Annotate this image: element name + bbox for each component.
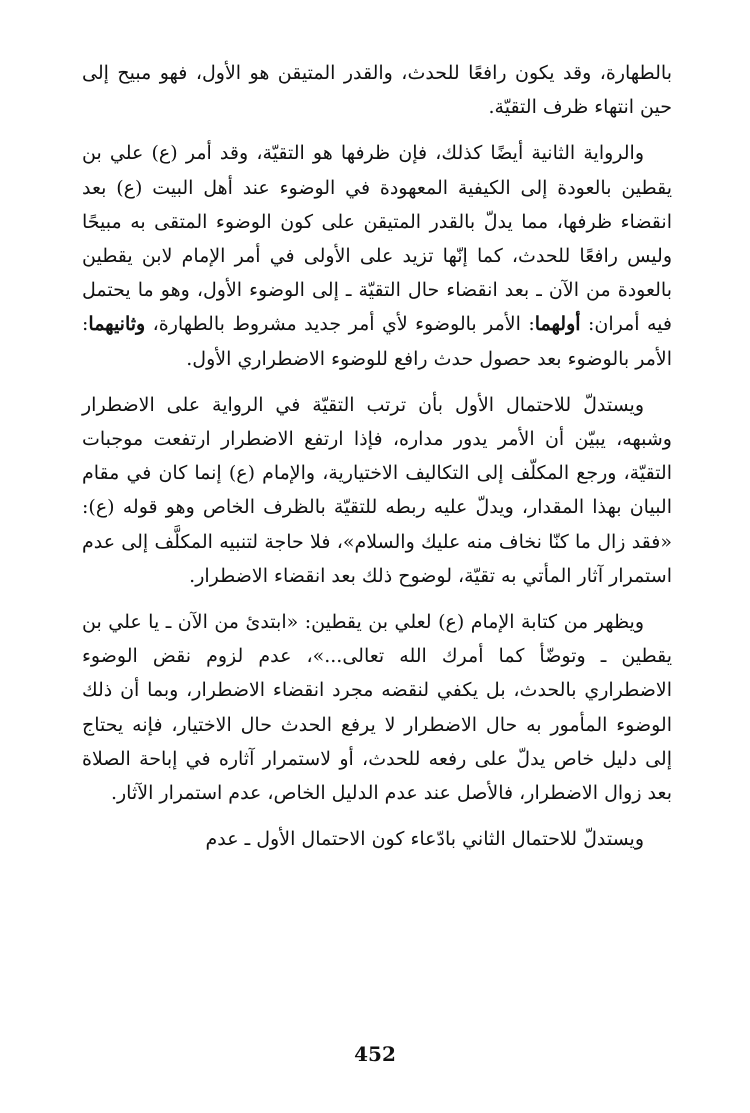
- paragraph-2-bold-second: وثانيهما: [88, 313, 146, 336]
- paragraph-2-text-b: : الأمر بالوضوء لأي أمر جديد مشروط بالطهارة،: [145, 313, 535, 336]
- paragraph-4: ويظهر من كتابة الإمام (ع) لعلي بن يقطين: «ابتدئ من الآن ـ يا علي بن يقطين ـ وتوضّأ كما أمرك الله تعالى...»، عدم لزوم نقض الوضوء الاضطراري بالحدث، بل يكفي لنقضه مجرد انقضاء الاضطرار، وبما أن ذلك الوضوء المأمور به حال الاضطرار لا يرفع الحدث حال الاختيار، فإنه يحتاج إلى دليل خاص يدلّ على رفعه للحدث، أو لاستمرار آثاره في إباحة الصلاة بعد زوال الاضطرار، فالأصل عند عدم الدليل الخاص، عدم استمرار الآثار.: [82, 611, 672, 805]
- document-page: [82, 56, 672, 856]
- page-number: 452: [354, 1042, 396, 1066]
- paragraph-1: بالطهارة، وقد يكون رافعًا للحدث، والقدر المتيقن هو الأول، فهو مبيح إلى حين انتهاء ظرف التقيّة.: [82, 62, 672, 119]
- paragraph-3: ويستدلّ للاحتمال الأول بأن ترتب التقيّة في الرواية على الاضطرار وشبهه، يبيّن أن الأمر يدور مداره، فإذا ارتفع الاضطرار ارتفعت موجبات التقيّة، ورجع المكلّف إلى التكاليف الاختيارية، والإمام (ع) إنما كان في مقام البيان بهذا المقدار، ويدلّ عليه ربطه للتقيّة بالظرف الخاص وهو قوله (ع): «فقد زال ما كنّا نخاف منه عليك والسلام»، فلا حاجة لتنبيه المكلَّف إلى عدم استمرار آثار المأتي به تقيّة، لوضوح ذلك بعد انقضاء الاضطرار.: [82, 393, 672, 587]
- paragraph-5: ويستدلّ للاحتمال الثاني بادّعاء كون الاحتمال الأول ـ عدم: [205, 828, 644, 851]
- paragraph-2-bold-first: أولهما: [534, 313, 581, 336]
- paragraph-2-text-a: والرواية الثانية أيضًا كذلك، فإن ظرفها هو التقيّة، وقد أمر (ع) علي بن يقطين بالعودة إلى الكيفية المعهودة في الوضوء عند أهل البيت (ع) بعد انقضاء ظرفها، مما يدلّ بالقدر المتيقن على كون الوضوء المتقى به مبيحًا وليس رافعًا للحدث، كما إنّها تزيد على الأولى في أمر الإمام لابن يقطين بالعودة من الآن ـ بعد انقضاء حال التقيّة ـ إلى الوضوء الأول، وهو ما يحتمل فيه أمران:: [82, 142, 672, 336]
- paragraph-2: [82, 136, 672, 375]
- paragraph-2-text-c: : الأمر بالوضوء بعد حصول حدث رافع للوضوء الاضطراري الأول.: [82, 313, 672, 370]
